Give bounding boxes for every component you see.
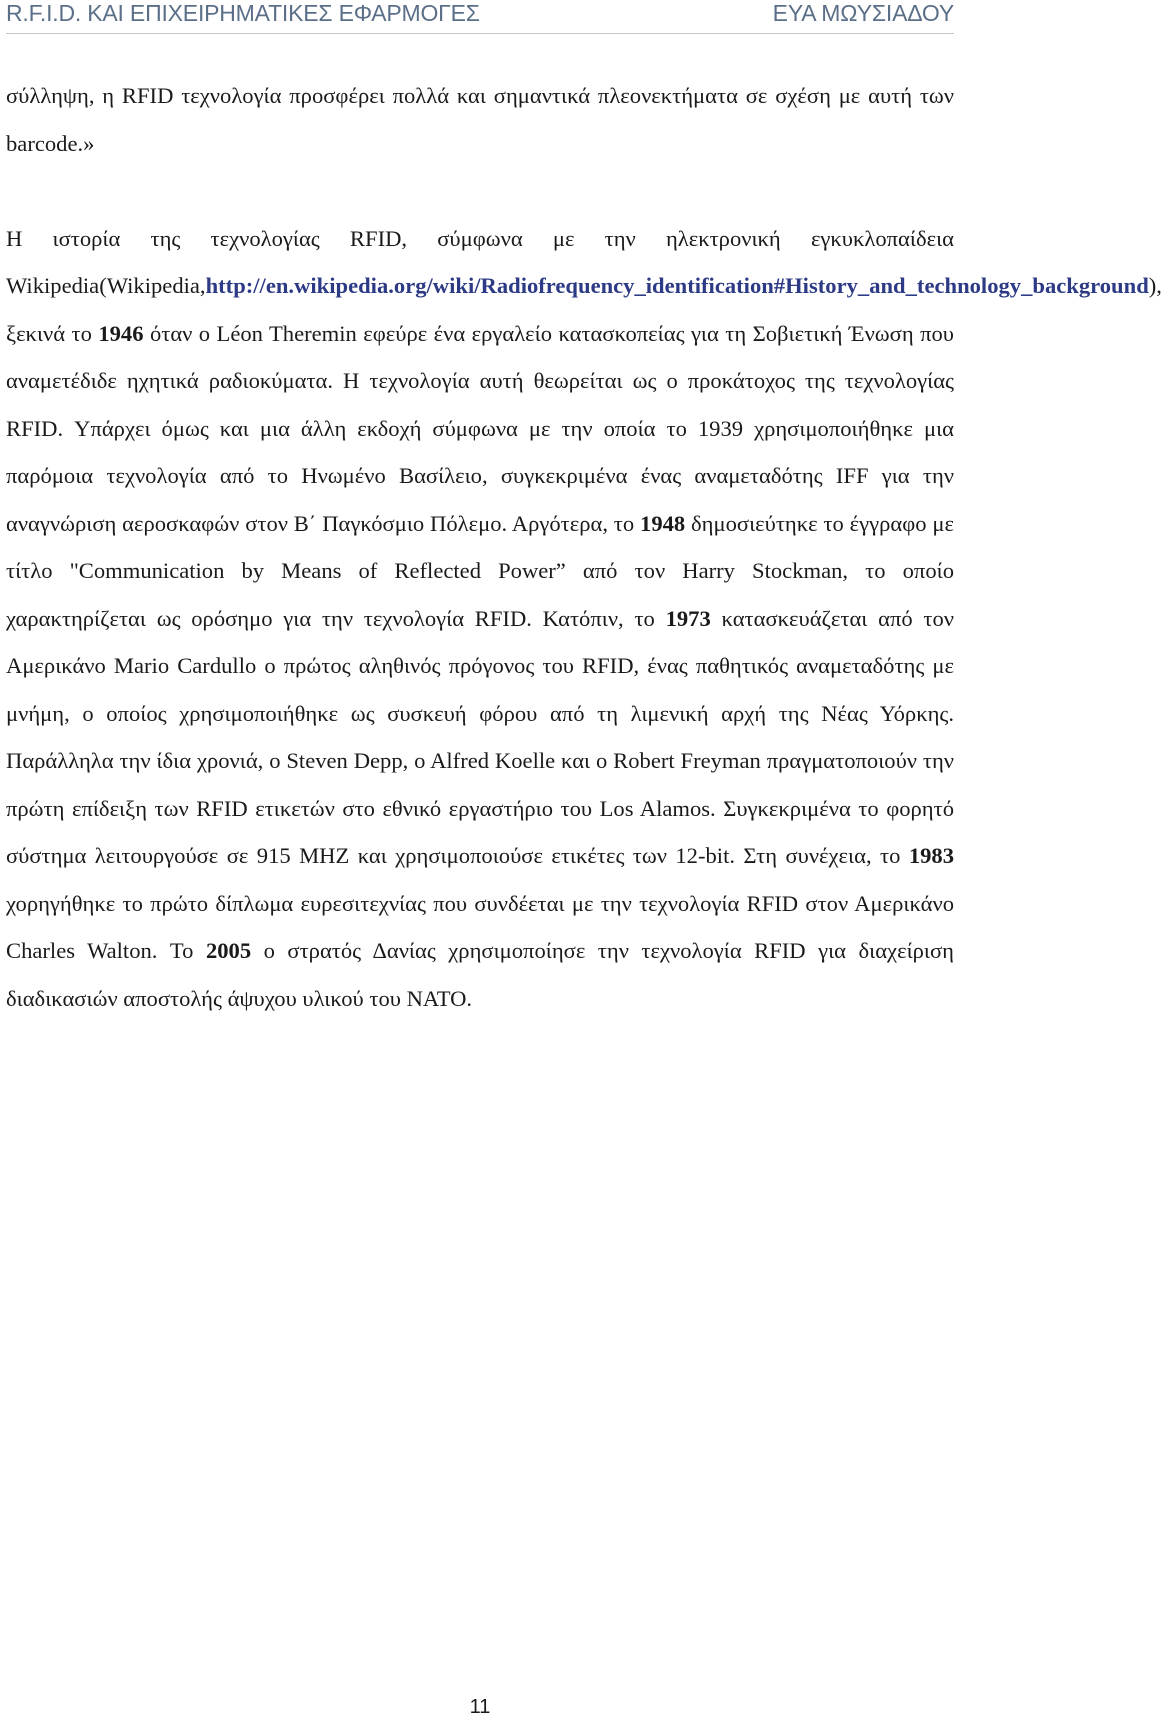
header-title: R.F.I.D. ΚΑΙ ΕΠΙΧΕΙΡΗΜΑΤΙΚΕΣ ΕΦΑΡΜΟΓΕΣ bbox=[6, 0, 480, 26]
history-text-3: όταν ο Léon Theremin εφεύρε ένα εργαλείο κατασκοπείας για τη Σοβιετική Ένωση που αναμετέδιδε ηχητικά ραδιοκύματα. Η τεχνολογία αυτή θεωρείται ως ο προκάτοχος της τεχνολογίας RFID. Υπάρχει όμως και μια άλλη εκδοχή σύμφωνα με την οποία το 1939 χρησιμοποιήθηκε μια παρόμοια τεχνολογία από το Ηνωμένο Βασίλειο, συγκεκριμένα ένας αναμεταδότης IFF για την αναγνώριση αεροσκαφών στον Β΄ Παγκόσμιο Πόλεμο. Αργότερα, το bbox=[6, 320, 954, 536]
page-number: 11 bbox=[469, 1696, 491, 1718]
header-divider bbox=[6, 33, 954, 34]
paragraph-text: σύλληψη, η RFID τεχνολογία προσφέρει πολλά και σημαντικά πλεονεκτήματα σε σχέση με αυτή των barcode.» bbox=[6, 83, 954, 156]
document-body bbox=[6, 72, 1162, 1022]
year-1973: 1973 bbox=[665, 605, 711, 631]
paragraph-intro-continuation bbox=[6, 72, 954, 167]
header-author: ΕΥΑ ΜΩΥΣΙΑΔΟΥ bbox=[772, 0, 954, 26]
year-1983: 1983 bbox=[908, 843, 954, 868]
history-text-4: δημοσιεύτηκε το έγγραφο με τίτλο "Communication by Means of Reflected Power” από τον Harry Stockman, το οποίο χαρακτηρίζεται ως ορόσημο για την τεχνολογία RFID. Κατόπιν, το bbox=[6, 510, 954, 631]
year-2005: 2005 bbox=[205, 938, 252, 963]
paragraph-rfid-history bbox=[6, 215, 1162, 1023]
history-text-2: ), ξεκινά το bbox=[6, 273, 1162, 346]
history-text-1: Η ιστορία της τεχνολογίας RFID, σύμφωνα με την ηλεκτρονική εγκυκλοπαίδεια Wikipedia(Wikipedia, bbox=[6, 225, 954, 298]
history-text-5: κατασκευάζεται από τον Αμερικάνο Mario Cardullo ο πρώτος αληθινός πρόγονος του RFID, ένας παθητικός αναμεταδότης με μνήμη, ο οποίος χρησιμοποιήθηκε ως συσκευή φόρου από τη λιμενική αρχή της Νέας Υόρκης. Παράλληλα την ίδια χρονιά, ο Steven Depp, o Alfred Koelle και ο Robert Freyman πραγματοποιούν την πρώτη επίδειξη των RFID ετικετών στο εθνικό εργαστήριο του Los Alamos. Συγκεκριμένα το φορητό σύστημα λειτουργούσε σε 915 MHZ και χρησιμοποιούσε ετικέτες των 12-bit. Στη συνέχεια, το bbox=[6, 605, 954, 868]
wikipedia-link[interactable]: http://en.wikipedia.org/wiki/Radiofrequency_identification#History_and_technology_background bbox=[205, 273, 1149, 298]
paragraph-spacer bbox=[6, 167, 954, 215]
year-1948: 1948 bbox=[640, 510, 686, 536]
page-header bbox=[6, 0, 954, 30]
history-text-7: ο στρατός Δανίας χρησιμοποίησε την τεχνολογία RFID για διαχείριση διαδικασιών αποστολής άψυχου υλικού του NATO. bbox=[6, 938, 954, 1011]
history-text-6: χορηγήθηκε το πρώτο δίπλωμα ευρεσιτεχνίας που συνδέεται με την τεχνολογία RFID στον Αμερικάνο Charles Walton. Το bbox=[6, 890, 954, 963]
year-1946: 1946 bbox=[98, 320, 144, 346]
